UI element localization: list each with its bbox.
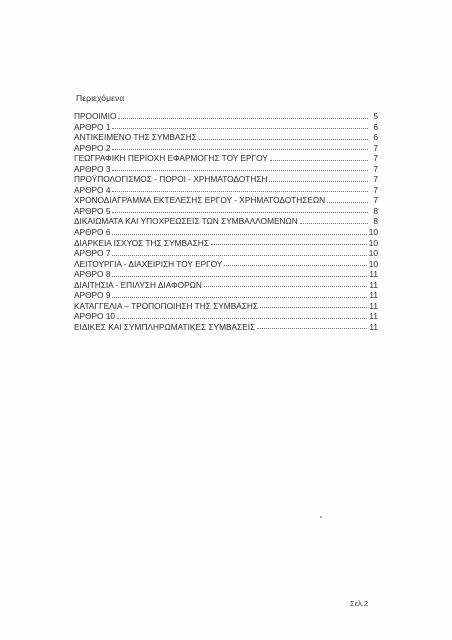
toc-entry-page: 7 <box>373 163 378 174</box>
toc-entry <box>74 269 378 280</box>
scan-speck <box>320 516 322 518</box>
toc-entry-page: 7 <box>373 153 378 164</box>
toc-entry-page: 6 <box>373 121 378 132</box>
toc-entry-label: ΔΙΑΡΚΕΙΑ ΙΣΧΥΟΣ ΤΗΣ ΣΥΜΒΑΣΗΣ <box>74 237 209 248</box>
toc-entry <box>74 132 378 143</box>
toc-entry <box>74 311 378 322</box>
page-number: Σελ.2 <box>350 599 368 608</box>
dot-leader <box>112 212 368 213</box>
toc-entry <box>74 111 378 122</box>
dot-leader <box>224 265 366 266</box>
toc-entry-label: ΚΑΤΑΓΓΕΛΙΑ – ΤΡΟΠΟΠΟΙΗΣΗ ΤΗΣ ΣΥΜΒΑΣΗΣ <box>74 300 259 311</box>
toc-entry-page: 11 <box>369 269 378 280</box>
toc-entry-page: 10 <box>368 248 378 259</box>
dot-leader <box>300 223 368 224</box>
toc-entry-page: 11 <box>369 300 378 311</box>
toc-entry-label: ΑΡΘΡΟ 8 <box>74 269 111 280</box>
dot-leader <box>118 118 368 119</box>
toc-entry-page: 11 <box>369 321 378 332</box>
toc-entry-page: 11 <box>369 279 378 290</box>
dot-leader <box>204 286 368 287</box>
toc-entry-label: ΑΡΘΡΟ 7 <box>74 248 111 259</box>
toc-entry <box>74 174 378 185</box>
toc-entry-label: ΠΡΟΫΠΟΛΟΓΙΣΜΟΣ - ΠΟΡΟΙ - ΧΡΗΜΑΤΟΔΟΤΗΣΗ <box>74 174 268 185</box>
toc-entry-label: ΑΡΘΡΟ 1 <box>74 121 111 132</box>
toc-entry <box>74 280 378 291</box>
toc-entry <box>74 153 378 164</box>
toc-entry-page: 7 <box>373 184 378 195</box>
dot-leader <box>211 244 367 245</box>
toc-entry <box>74 206 378 217</box>
dot-leader <box>112 297 367 298</box>
dot-leader <box>112 191 368 192</box>
toc-entry-label: ΑΡΘΡΟ 2 <box>74 142 111 153</box>
dot-leader <box>117 318 367 319</box>
toc-entry-label: ΑΡΘΡΟ 3 <box>74 163 111 174</box>
toc-entry-label: ΑΝΤΙΚΕΙΜΕΝΟ ΤΗΣ ΣΥΜΒΑΣΗΣ <box>74 132 197 143</box>
toc-entry <box>74 290 378 301</box>
dot-leader <box>112 149 368 150</box>
dot-leader <box>112 234 366 235</box>
toc-entry-page: 10 <box>368 227 378 238</box>
toc-entry-page: 7 <box>373 142 378 153</box>
toc-entry-page: 5 <box>373 111 378 121</box>
toc-entry-page: 6 <box>373 132 378 143</box>
toc-entry-label: ΑΡΘΡΟ 10 <box>74 311 116 322</box>
toc-entry <box>74 185 378 196</box>
toc-entry-label: ΛΕΙΤΟΥΡΓΙΑ - ΔΙΑΧΕΙΡΙΣΗ ΤΟΥ ΕΡΓΟΥ <box>74 258 223 269</box>
toc-entry-page: 7 <box>373 174 378 185</box>
toc-entry-page: 7 <box>373 195 378 206</box>
toc-entry <box>74 248 378 259</box>
toc-entry <box>74 143 378 154</box>
toc-entry <box>74 322 378 333</box>
toc-entry-label: ΔΙΑΙΤΗΣΙΑ - ΕΠΙΛΥΣΗ ΔΙΑΦΟΡΩΝ <box>74 279 202 290</box>
dot-leader <box>112 255 366 256</box>
toc-entry-label: ΠΡΟΟΙΜΙΟ <box>74 111 117 121</box>
dot-leader <box>260 307 367 308</box>
toc-entry <box>74 259 378 270</box>
toc-entry <box>74 122 378 133</box>
toc-entry <box>74 301 378 312</box>
table-of-contents <box>74 111 378 332</box>
toc-entry-label: ΕΙΔΙΚΕΣ ΚΑΙ ΣΥΜΠΛΗΡΩΜΑΤΙΚΕΣ ΣΥΜΒΑΣΕΙΣ <box>74 321 256 332</box>
toc-entry-label: ΑΡΘΡΟ 4 <box>74 184 111 195</box>
toc-entry-page: 10 <box>368 258 378 269</box>
toc-entry-label: ΑΡΘΡΟ 6 <box>74 227 111 238</box>
toc-entry-label: ΓΕΩΓΡΑΦΙΚΗ ΠΕΡΙΟΧΗ ΕΦΑΡΜΟΓΗΣ ΤΟΥ ΕΡΓΟΥ <box>74 153 268 164</box>
dot-leader <box>112 128 368 129</box>
toc-entry-label: ΑΡΘΡΟ 9 <box>74 290 111 301</box>
dot-leader <box>199 139 368 140</box>
dot-leader <box>112 276 367 277</box>
toc-entry-page: 11 <box>369 311 378 322</box>
toc-entry-page: 10 <box>368 237 378 248</box>
toc-entry-label: ΑΡΘΡΟ 5 <box>74 205 111 216</box>
toc-entry-page: 8 <box>373 216 378 227</box>
dot-leader <box>270 160 368 161</box>
toc-entry <box>74 195 378 206</box>
contents-heading: Περιεχόμενα <box>76 93 125 103</box>
toc-entry <box>74 164 378 175</box>
dot-leader <box>112 170 368 171</box>
toc-entry-label: ΧΡΟΝΟΔΙΑΓΡΑΜΜΑ ΕΚΤΕΛΕΣΗΣ ΕΡΓΟΥ - ΧΡΗΜΑΤΟΔΟΤΗΣΕΩΝ <box>74 195 326 206</box>
toc-entry-label: ΔΙΚΑΙΩΜΑΤΑ ΚΑΙ ΥΠΟΧΡΕΩΣΕΙΣ ΤΩΝ ΣΥΜΒΑΛΛΟΜΕΝΩΝ <box>74 216 298 227</box>
toc-entry <box>74 238 378 249</box>
toc-entry <box>74 227 378 238</box>
toc-entry <box>74 216 378 227</box>
dot-leader <box>269 181 368 182</box>
toc-entry-page: 8 <box>373 205 378 216</box>
dot-leader <box>257 328 367 329</box>
dot-leader <box>327 202 368 203</box>
toc-entry-page: 11 <box>369 290 378 301</box>
